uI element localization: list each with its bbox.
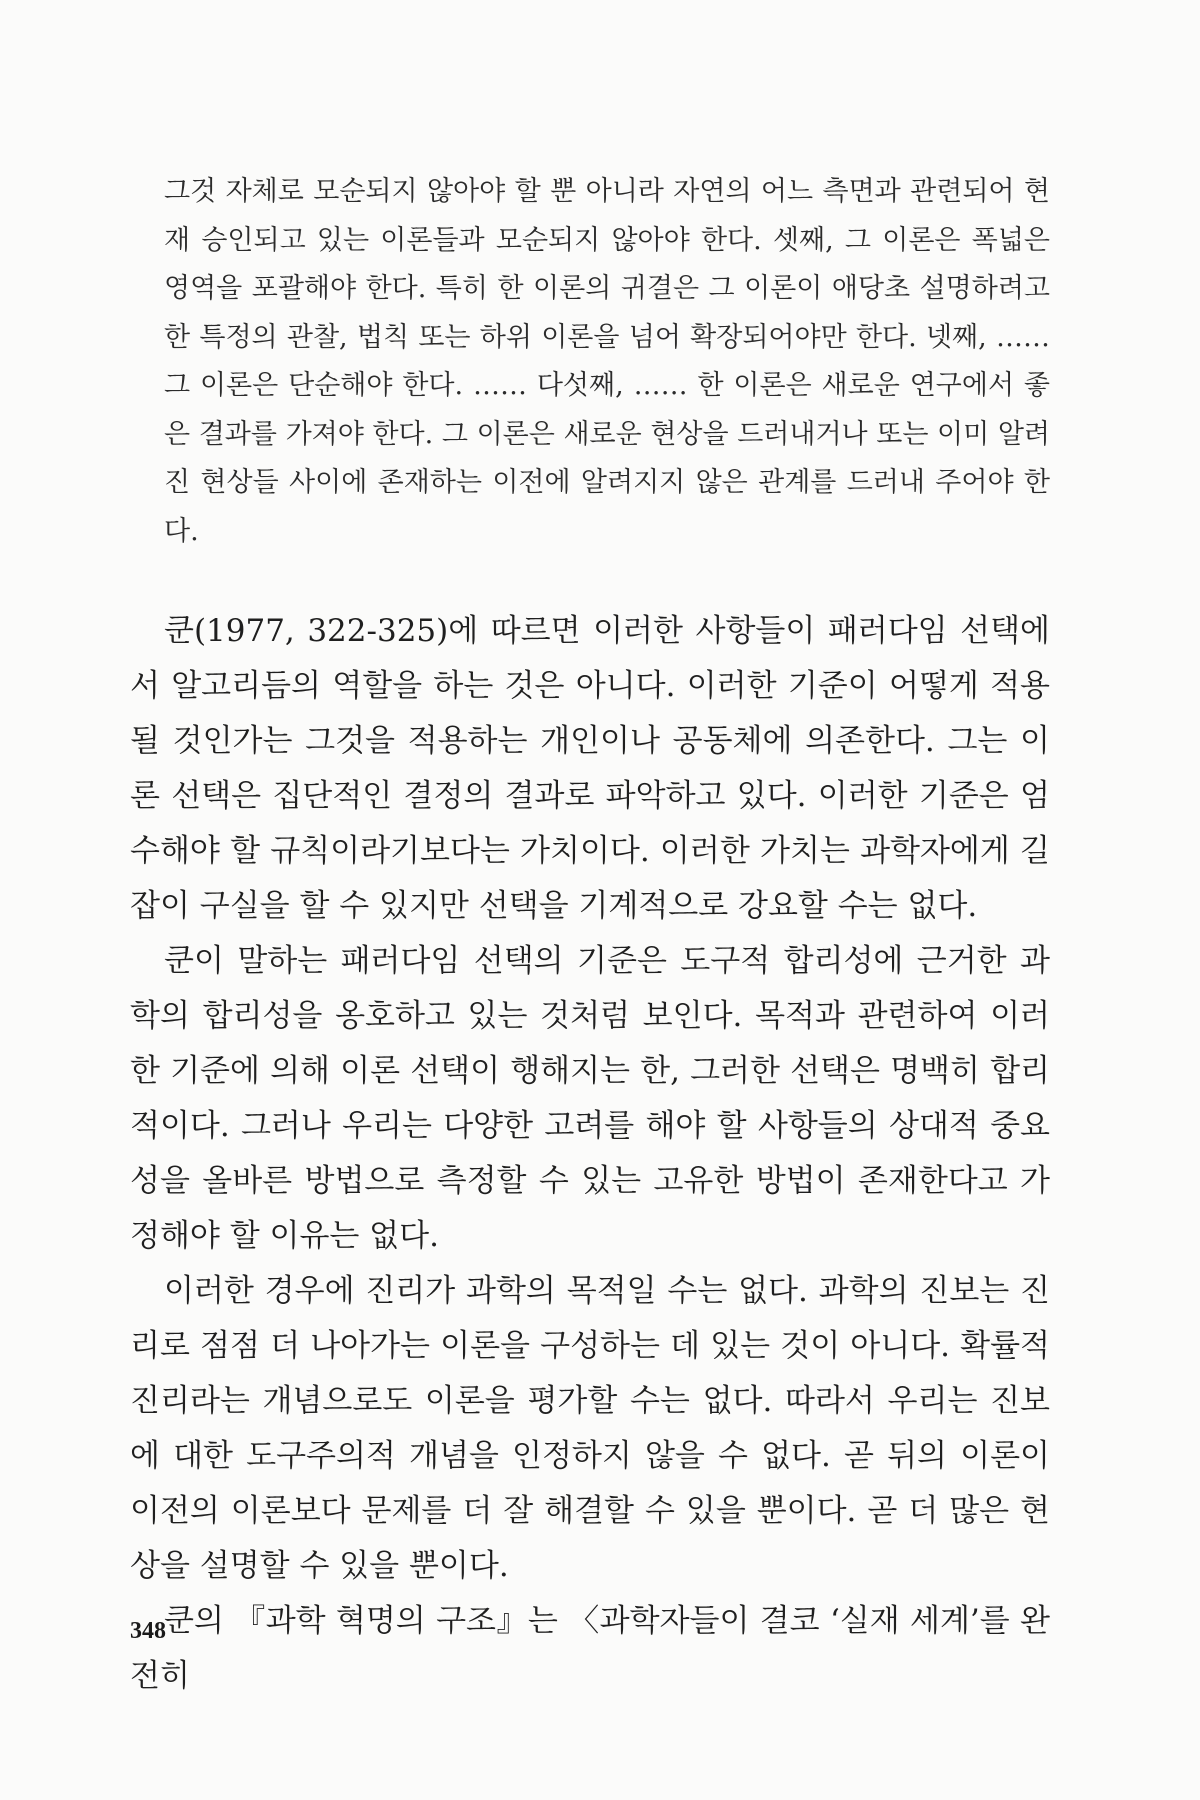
quote-text: 그것 자체로 모순되지 않아야 할 뿐 아니라 자연의 어느 측면과 관련되어 현재 승인되고 있는 이론들과 모순되지 않아야 한다. 셋째, 그 이론은 폭넓은 영역을 포괄해야 한다. 특히 한 이론의 귀결은 그 이론이 애당초 설명하려고 한 특정의 관찰, 법칙 또는 하위 이론을 넘어 확장되어야만 한다. 넷째, …… 그 이론은 단순해야 한다. …… 다섯째, …… 한 이론은 새로운 연구에서 좋은 결과를 가져야 한다. 그 이론은 새로운 현상을 드러내거나 또는 이미 알려진 현상들 사이에 존재하는 이전에 알려지지 않은 관계를 드러내 주어야 한다.: [164, 176, 1050, 547]
paragraph-structure-of-revolutions: 쿤의 『과학 혁명의 구조』는 〈과학자들이 결코 ‘실재 세계’를 완전히: [130, 1603, 1050, 1694]
page-content: [130, 168, 1050, 1704]
page-number: 348: [130, 1618, 166, 1644]
paragraph-kuhn-criteria: 쿤(1977, 322-325)에 따르면 이러한 사항들이 패러다임 선택에서 알고리듬의 역할을 하는 것은 아니다. 이러한 기준이 어떻게 적용될 것인가는 그것을 적용하는 개인이나 공동체에 의존한다. 그는 이론 선택은 집단적인 결정의 결과로 파악하고 있다. 이러한 기준은 엄수해야 할 규칙이라기보다는 가치이다. 이러한 가치는 과학자에게 길잡이 구실을 할 수 있지만 선택을 기계적으로 강요할 수는 없다.: [130, 613, 1050, 924]
paragraph-instrumental-rationality: 쿤이 말하는 패러다임 선택의 기준은 도구적 합리성에 근거한 과학의 합리성을 옹호하고 있는 것처럼 보인다. 목적과 관련하여 이러한 기준에 의해 이론 선택이 행해지는 한, 그러한 선택은 명백히 합리적이다. 그러나 우리는 다양한 고려를 해야 할 사항들의 상대적 중요성을 올바른 방법으로 측정할 수 있는 고유한 방법이 존재한다고 가정해야 할 이유는 없다.: [130, 943, 1050, 1254]
body-text: [130, 604, 1050, 1704]
block-quote: [130, 168, 1050, 556]
paragraph-truth-progress: 이러한 경우에 진리가 과학의 목적일 수는 없다. 과학의 진보는 진리로 점점 더 나아가는 이론을 구성하는 데 있는 것이 아니다. 확률적 진리라는 개념으로도 이론을 평가할 수는 없다. 따라서 우리는 진보에 대한 도구주의적 개념을 인정하지 않을 수 없다. 곧 뒤의 이론이 이전의 이론보다 문제를 더 잘 해결할 수 있을 뿐이다. 곧 더 많은 현상을 설명할 수 있을 뿐이다.: [130, 1273, 1050, 1584]
